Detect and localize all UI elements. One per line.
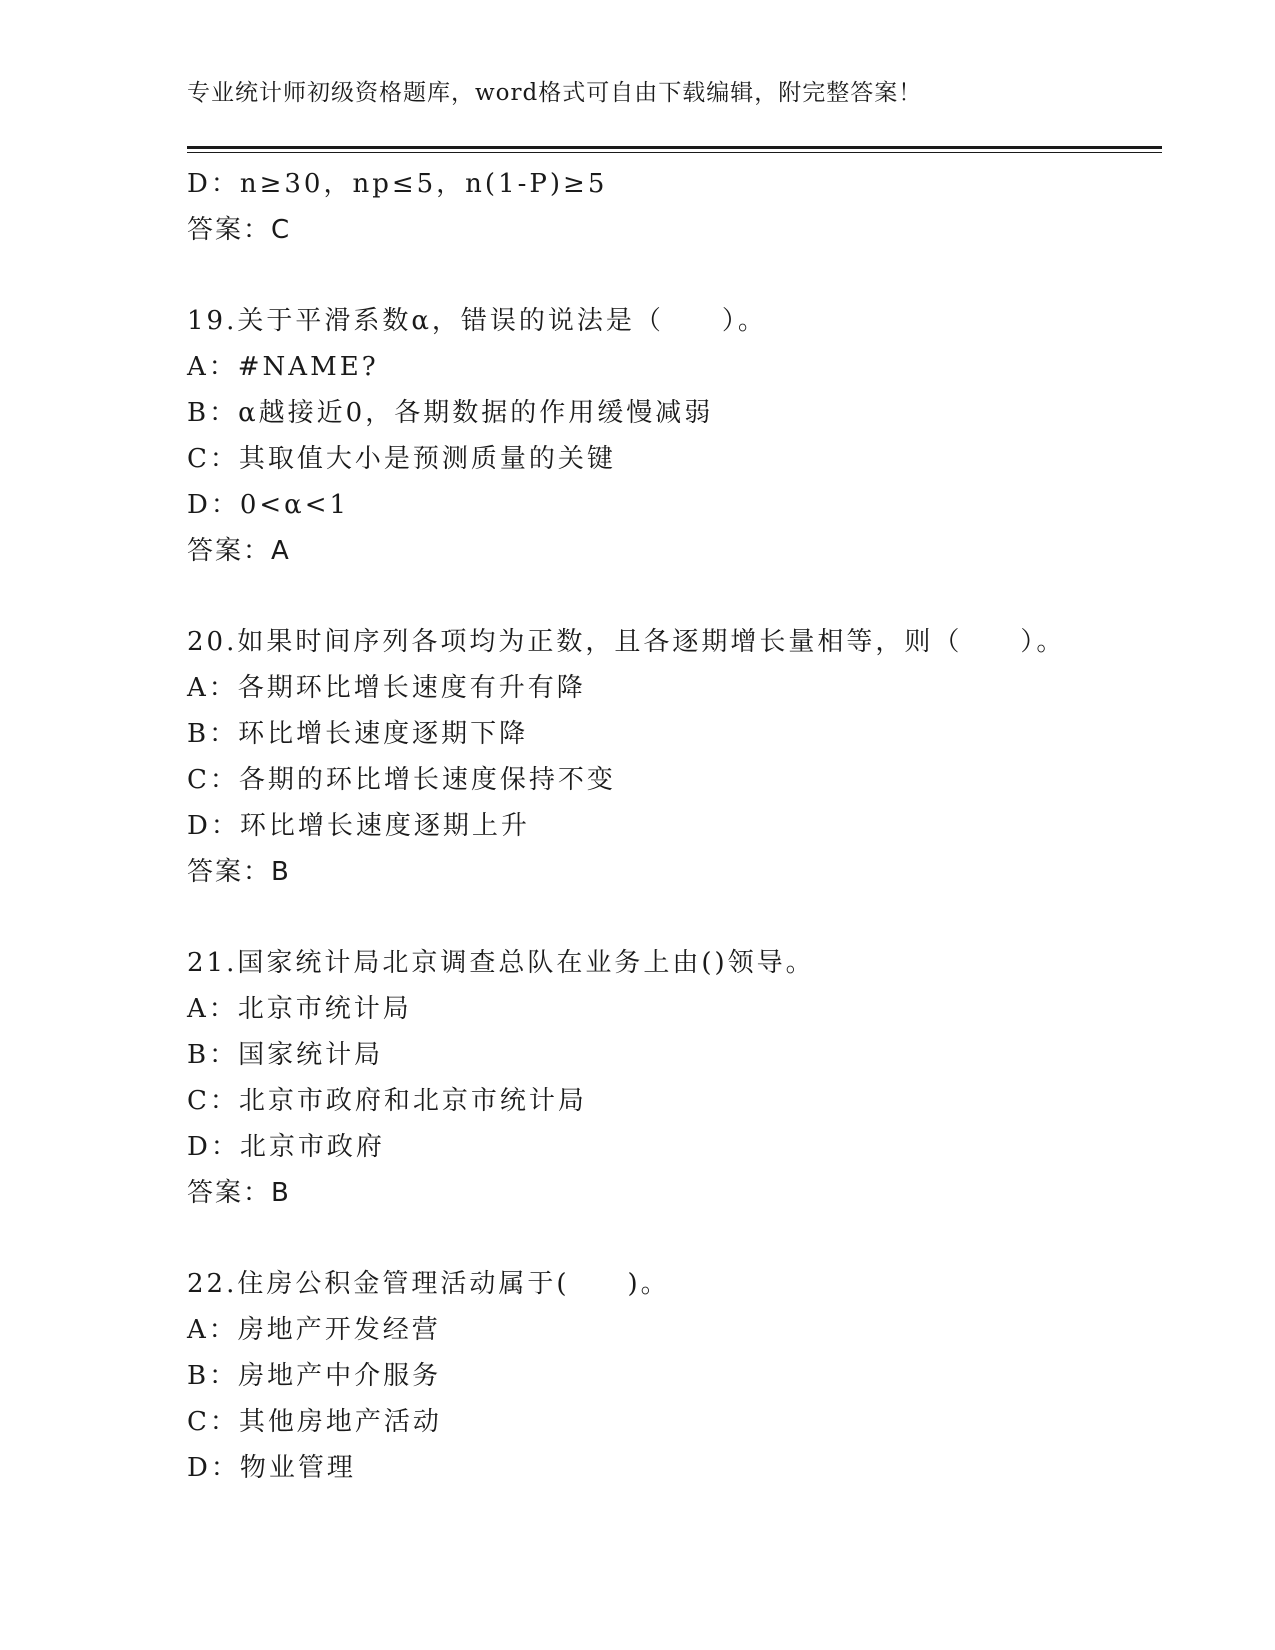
option-c: C：北京市政府和北京市统计局 [187,1086,587,1116]
option-b: B：国家统计局 [187,1040,384,1070]
spacer [187,1216,1147,1261]
question-stem: 20.如果时间序列各项均为正数，且各逐期增长量相等，则（ ）。 [187,627,1066,657]
option-c: C：各期的环比增长速度保持不变 [187,765,616,795]
spacer [187,895,1147,940]
question-block-20 [187,619,1147,895]
option-a: A：#NAME? [187,352,379,382]
option-d: D：北京市政府 [187,1132,385,1162]
question-block-21 [187,940,1147,1216]
option-b: B：α越接近0，各期数据的作用缓慢减弱 [187,398,714,428]
option-d: D：环比增长速度逐期上升 [187,811,530,841]
answer: 答案：A [187,536,291,566]
answer: 答案：C [187,215,292,245]
option-a: A：各期环比增长速度有升有降 [187,673,586,703]
option-d: D：n≥30，np≤5，n(1-P)≥5 [187,169,608,199]
option-d: D：物业管理 [187,1453,356,1483]
question-stem: 22.住房公积金管理活动属于( )。 [187,1269,670,1299]
answer: 答案：B [187,857,291,887]
header-rule-thick [187,146,1162,149]
question-block-22 [187,1261,1147,1491]
option-c: C：其取值大小是预测质量的关键 [187,444,616,474]
question-stem: 21.国家统计局北京调查总队在业务上由()领导。 [187,948,815,978]
question-list [187,161,1147,1491]
option-d: D：0<α<1 [187,490,350,520]
option-a: A：房地产开发经营 [187,1315,441,1345]
option-b: B：房地产中介服务 [187,1361,442,1391]
answer: 答案：B [187,1178,291,1208]
question-stem: 19.关于平滑系数α，错误的说法是（ ）。 [187,306,767,336]
option-b: B：环比增长速度逐期下降 [187,719,529,749]
spacer [187,574,1147,619]
option-c: C：其他房地产活动 [187,1407,442,1437]
option-a: A：北京市统计局 [187,994,412,1024]
question-block-19 [187,298,1147,574]
spacer [187,253,1147,298]
header-rule-thin [187,152,1162,153]
page-header: 专业统计师初级资格题库，word格式可自由下载编辑，附完整答案！ [187,80,923,106]
